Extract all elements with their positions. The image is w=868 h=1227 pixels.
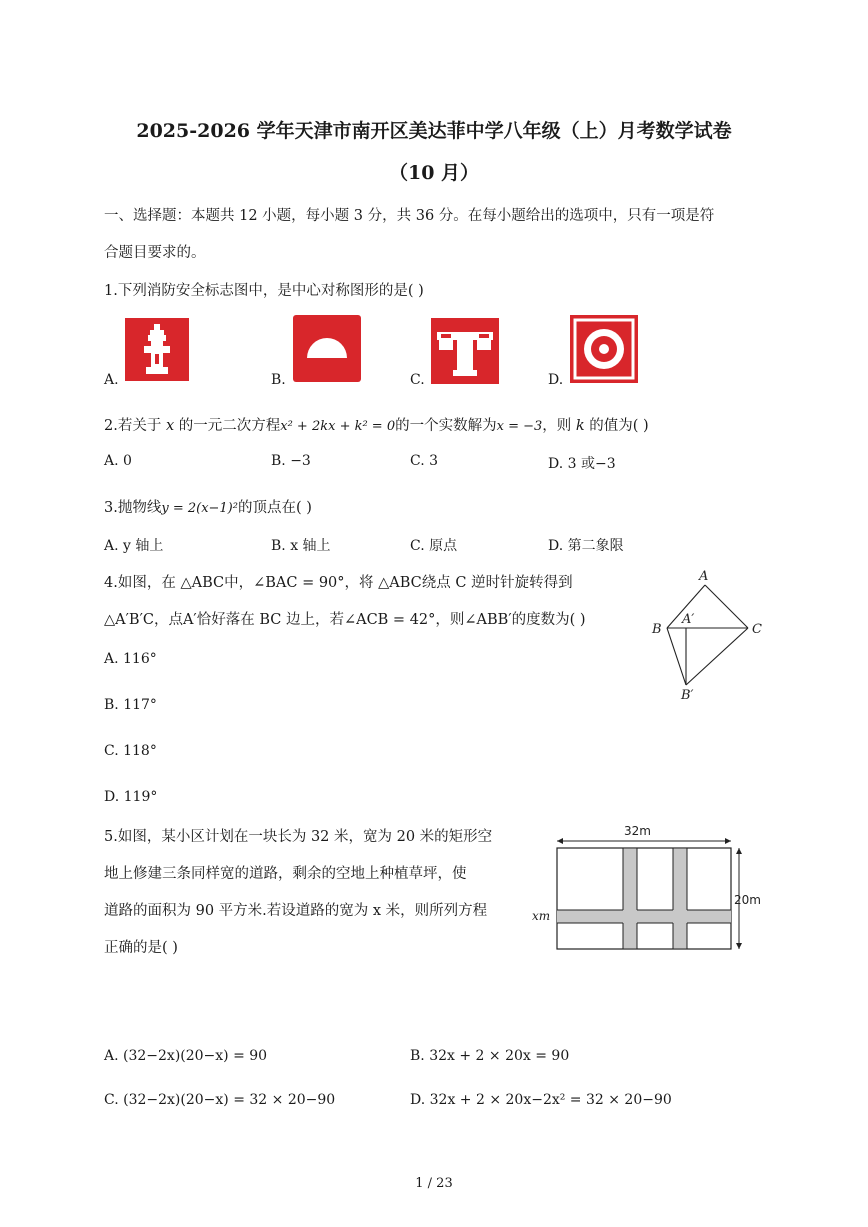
q2-solution: x = −3 — [496, 419, 543, 434]
q3-stem: 3.抛物线y = 2(x−1)²的顶点在( ) — [104, 500, 312, 516]
q3-option-d: D. 第二象限 — [548, 538, 624, 554]
q4-option-c: C. 118° — [104, 743, 157, 759]
q3-option-a: A. y 轴上 — [104, 538, 164, 554]
q5-road-figure — [528, 820, 768, 955]
q2-option-b: B. −3 — [271, 453, 311, 469]
q5-option-d: D. 32x + 2 × 20x−2x² = 32 × 20−90 — [410, 1092, 672, 1108]
q3-equation: y = 2(x−1)² — [161, 501, 238, 516]
fire-hydrant-sign-icon — [125, 318, 189, 381]
page-title: 2025-2026 学年天津市南开区美达菲中学八年级（上）月考数学试卷 — [136, 120, 732, 142]
page-subtitle: （10 月） — [388, 162, 480, 184]
q5-option-a: A. (32−2x)(20−x) = 90 — [104, 1048, 268, 1064]
fig-label-c: C — [752, 622, 762, 637]
q3-option-b: B. x 轴上 — [271, 538, 331, 554]
q4-option-d: D. 119° — [104, 789, 158, 805]
q5-stem-line1: 5.如图，某小区计划在一块长为 32 米，宽为 20 米的矩形空 — [104, 829, 493, 845]
q5-option-c: C. (32−2x)(20−x) = 32 × 20−90 — [104, 1092, 336, 1108]
fig-label-a: A — [699, 569, 709, 584]
q1-option-d: D. — [548, 372, 564, 388]
q2-option-d: D. 3 或−3 — [548, 456, 616, 472]
q1-option-c: C. — [410, 372, 425, 388]
q5-option-b: B. 32x + 2 × 20x = 90 — [410, 1048, 570, 1064]
q1-option-b: B. — [271, 372, 286, 388]
q4-option-a: A. 116° — [104, 651, 157, 667]
q4-option-b: B. 117° — [104, 697, 157, 713]
q5-stem-line3: 道路的面积为 90 平方米.若设道路的宽为 x 米，则所列方程 — [104, 903, 488, 919]
q4-stem-line2: △A′B′C，点A′恰好落在 BC 边上，若∠ACB = 42°，则∠ABB′的度数为( ) — [104, 612, 586, 628]
section-header-line2: 合题目要求的。 — [104, 245, 206, 261]
fig-label-a-prime: A′ — [682, 612, 695, 627]
q3-option-c: C. 原点 — [410, 538, 458, 554]
q2-option-c: C. 3 — [410, 453, 439, 469]
section-header-line1: 一、选择题：本题共 12 小题，每小题 3 分，共 36 分。在每小题给出的选项中，只有一项是符 — [104, 208, 715, 224]
t-shaped-sign-icon — [431, 318, 499, 384]
q2-option-a: A. 0 — [104, 453, 132, 469]
fig-label-b-prime: B′ — [681, 688, 694, 703]
q5-stem-line2: 地上修建三条同样宽的道路，剩余的空地上种植草坪，使 — [104, 866, 467, 882]
ring-target-sign-icon — [570, 315, 638, 383]
fig-label-20m: 20m — [734, 893, 761, 907]
page-number: 1 / 23 — [415, 1176, 453, 1191]
q1-stem: 1.下列消防安全标志图中，是中心对称图形的是( ) — [104, 283, 424, 299]
fig-label-32m: 32m — [624, 824, 651, 838]
q2-stem: 2.若关于 x 的一元二次方程x² + 2kx + k² = 0的一个实数解为x = −3，则 k 的值为( ) — [104, 418, 649, 434]
fig-label-b: B — [652, 622, 662, 637]
fig-label-xm: xm — [532, 909, 551, 923]
q4-stem-line1: 4.如图，在 △ABC中，∠BAC = 90°，将 △ABC绕点 C 逆时针旋转得到 — [104, 575, 573, 591]
q4-triangle-figure — [645, 565, 770, 705]
q1-option-a: A. — [104, 372, 119, 388]
q5-stem-line4: 正确的是( ) — [104, 940, 178, 956]
q2-equation: x² + 2kx + k² = 0 — [280, 419, 396, 434]
semicircle-sign-icon — [293, 315, 361, 382]
